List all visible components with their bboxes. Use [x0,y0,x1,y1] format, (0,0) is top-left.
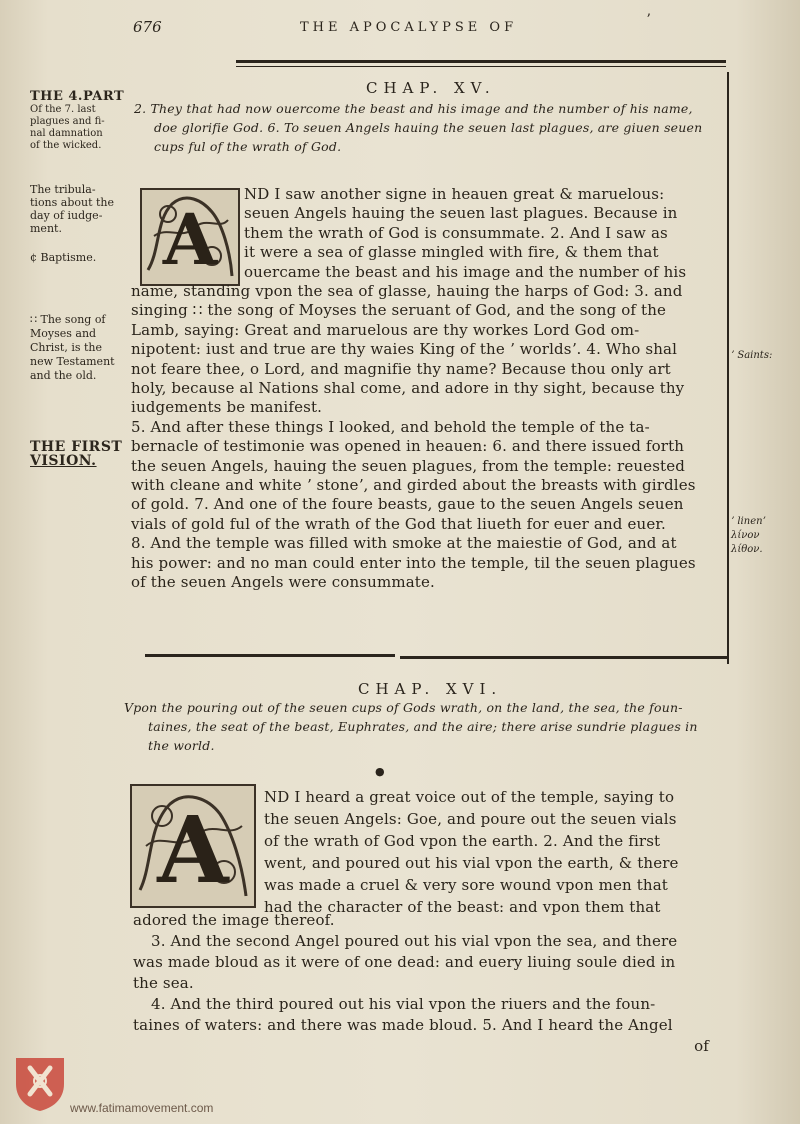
text-line: holy, because al Nations shal come, and adore in thy sight, because thy [131,379,685,398]
text-line: name, standing vpon the sea of glasse, hauing the harps of God: 3. and [131,282,683,300]
text-line: ouercame the beast and his image and the number of his [244,262,687,281]
summary-line: 2. They that had now ouercome the beast and his image and the number of his name, [134,101,693,116]
sidebar-baptisme-note: ¢ Baptisme. [30,251,97,264]
part-text-line: plagues and fi- [30,116,105,127]
summary-line: the world. [148,738,215,753]
margin-note-linen [731,515,766,557]
part-text-line: nal damnation [30,128,103,139]
tribulations-line: ment. [30,222,62,235]
text-line: iudgements be manifest. [131,398,323,417]
text-line: seuen Angels hauing the seuen last plagues. Because in [244,204,678,223]
drop-cap-ornament [142,190,238,284]
tribulations-line: The tribula- [30,183,96,196]
chapter-16-heading: CHAP. XVI. [358,680,503,698]
text-line: bernacle of testimonie was opened in heauen: 6. and there issued forth [131,437,685,456]
chapter-16-summary [124,698,724,755]
linen-line: λίθον. [731,544,763,555]
drop-cap-letter: A [162,198,218,281]
chapter-15-summary [134,99,724,156]
text-line: singing ∷ the song of Moyses the seruant of God, and the song of the [131,301,667,320]
text-line: the seuen Angels, hauing the seuen plagues, from the temple: reuested [131,456,686,475]
watermark-site[interactable]: www.fatimamovement.com [70,1101,214,1115]
text-line: the sea. [133,974,194,992]
text-line: the seuen Angels: Goe, and poure out the seuen vials [264,810,677,828]
drop-cap-ornament [132,786,254,906]
text-line: it were a sea of glasse mingled with fire, & them that [244,243,659,262]
text-line: of gold. 7. And one of the foure beasts, gaue to the seuen Angels seuen [131,495,684,514]
part-heading: THE 4.PART [30,89,125,104]
text-line: taines of waters: and there was made bloud. 5. And I heard the Angel [133,1016,673,1034]
song-note-line: ∷ The song of [30,313,106,326]
song-note-line: and the old. [30,369,97,382]
running-title: THE APOCALYPSE OF [300,20,518,35]
text-line: 4. And the third poured out his vial vpon the riuers and the foun- [151,995,656,1013]
text-line: went, and poured out his vial vpon the earth, & there [264,854,679,872]
chapter-16-opening [264,786,724,918]
text-line: Lamb, saying: Great and maruelous are thy workes Lord God om- [131,320,640,339]
summary-line: doe glorifie God. 6. To seuen Angels hauing the seuen last plagues, are giuen seuen [154,120,703,135]
text-line: with cleane and white ʼ stoneʼ, and girded about the breasts with girdles [131,476,696,495]
chapter-divider-right [400,656,727,659]
text-line: 8. And the temple was filled with smoke at the maiestie of God, and at [131,534,677,553]
chapter-15-heading: CHAP. XV. [366,79,496,97]
first-vision-line: THE FIRST [30,439,123,455]
chapter-16-body [133,910,723,1057]
text-line: 5. And after these things I looked, and behold the temple of the ta- [131,417,650,436]
top-rule-thin [236,66,726,67]
text-line: was made bloud as it were of one dead: and euery liuing soule died in [133,953,676,971]
text-line: had the character of the beast: and vpon them that [264,898,661,916]
header-mark: ʼ [646,12,651,28]
sidebar-part-note [30,90,130,152]
first-vision-line: VISION. [30,453,97,469]
text-line: ND I saw another signe in heauen great & maruelous: [244,185,665,203]
chapter-15-body [131,282,725,593]
text-line: was made a cruel & very sore wound vpon men that [264,876,668,894]
margin-note-saints: ʼ Saints: [731,350,773,361]
summary-line: Vpon the pouring out of the seuen cups of Gods wrath, on the land, the sea, the foun- [124,700,683,715]
ornamental-drop-cap-2 [130,784,256,908]
song-note-line: Christ, is the [30,341,103,354]
text-line: of the wrath of God vpon the earth. 2. And the first [264,832,661,850]
song-note-line: Moyses and [30,327,97,340]
sidebar-tribulations-note [30,183,130,235]
chapter-divider [145,654,395,657]
summary-line: taines, the seat of the beast, Euphrates, and the aire; there arise sundrie plagues in [148,719,698,734]
text-line: of [694,1037,709,1055]
ornamental-drop-cap [140,188,240,286]
text-line: nipotent: iust and true are thy waies King of the ʼ worldsʼ. 4. Who shal [131,340,678,359]
sidebar-song-note [30,313,130,383]
text-line: his power: and no man could enter into the temple, til the seuen plagues [131,553,696,572]
text-line: of the seuen Angels were consummate. [131,573,435,592]
text-line: not feare thee, o Lord, and magnifie thy name? Because thou only art [131,359,671,378]
part-text-line: Of the 7. last [30,104,96,115]
text-line: 3. And the second Angel poured out his vial vpon the sea, and there [151,932,678,950]
song-note-line: new Testament [30,355,115,368]
linen-line: ʼ linenʼ [731,516,766,527]
text-line: adored the image thereof. [133,911,335,929]
right-margin-rule [727,72,729,664]
bullet-ornament: ● [375,765,385,778]
fatima-shield-logo [12,1054,68,1112]
linen-line: λίνον [731,530,760,541]
text-line: ND I heard a great voice out of the temple, saying to [264,788,675,806]
part-text-line: of the wicked. [30,140,102,151]
text-line: them the wrath of God is consummate. 2. And I saw as [244,223,668,242]
page-number: 676 [133,18,162,36]
chapter-15-opening [244,185,722,282]
top-rule [236,60,726,63]
drop-cap-letter: A [157,796,229,904]
sidebar-first-vision [30,440,130,468]
text-line: vials of gold ful of the wrath of the God that liueth for euer and euer. [131,514,666,533]
tribulations-line: tions about the [30,196,115,209]
summary-line: cups ful of the wrath of God. [154,139,342,154]
tribulations-line: day of iudge- [30,209,103,222]
